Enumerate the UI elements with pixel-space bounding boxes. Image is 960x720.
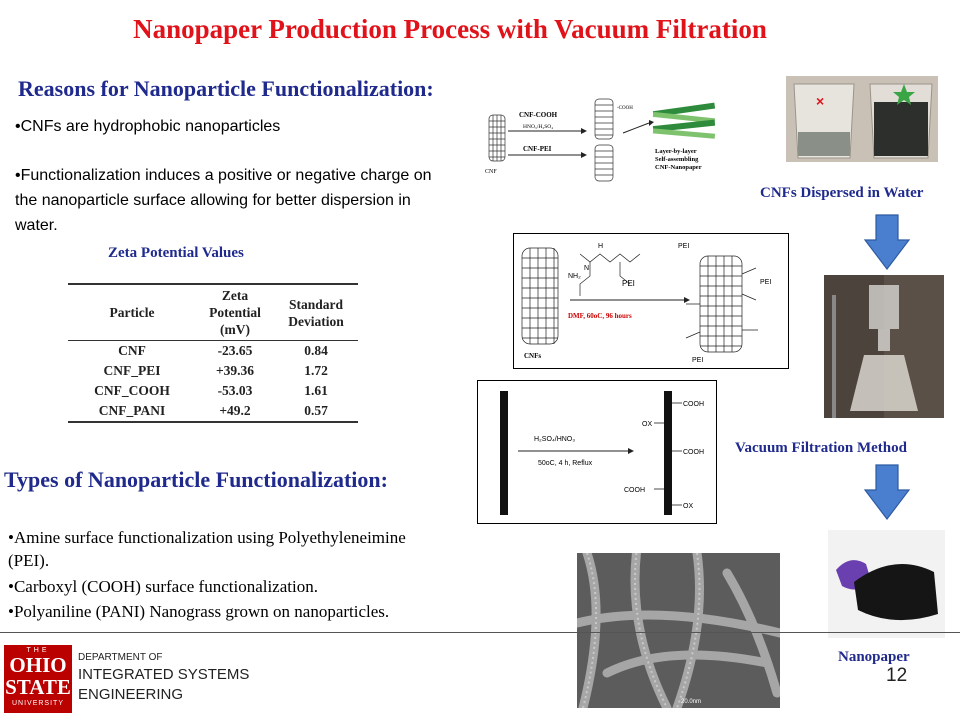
table-row [68,341,358,362]
table-cell: CNF_COOH [94,383,170,398]
svg-text:×: × [816,93,825,109]
logo-state-text: STATE [5,675,71,699]
reasons-bullet-1: •CNFs are hydrophobic nanoparticles [15,118,281,135]
university-logo [4,645,72,713]
table-cell: CNF [118,343,146,358]
step-3-caption: Nanopaper [838,649,910,665]
cooh-label-3: COOH [624,487,645,494]
header-zeta: Zeta Potential (mV) [209,288,261,337]
zeta-table [68,283,358,423]
table-cell: CNF_PANI [98,403,166,418]
reagent-label: HNO₃/H₂SO₄ [523,124,554,130]
beakers-photo [786,76,938,162]
reasons-heading: Reasons for Nanoparticle Functionalization: [18,76,434,101]
table-row [68,361,358,381]
nanopaper-photo [828,530,945,638]
zeta-table-caption: Zeta Potential Values [108,245,244,261]
pei-label-right: PEI [678,243,690,250]
table-cell: -53.03 [217,383,253,398]
cooh-label-1: COOH [683,401,704,408]
table-cell: 1.61 [304,383,328,398]
cnf-pei-label: CNF-PEI [523,145,552,153]
reasons-bullet-2-line-1: •Functionalization induces a positive or negative charge on [15,167,432,184]
table-row [68,401,358,422]
ox-label-2: OX [683,503,694,510]
types-bullet-1-line-2: (PEI). [8,551,50,570]
reasons-bullet-2-line-2: the nanoparticle surface allowing for better dispersion in [15,192,411,209]
types-bullet-1-line-1: •Amine surface functionalization using Polyethyleneimine [8,528,406,547]
cnfs-label: CNFs [524,352,542,360]
dept-line-2: INTEGRATED SYSTEMS [78,666,250,683]
header-particle: Particle [109,305,155,320]
table-cell: CNF_PEI [103,363,161,378]
logo-university-text: UNIVERSITY [11,700,64,707]
cnf-label: CNF [485,169,497,175]
result-line-1: Layer-by-layer [655,148,697,155]
table-cell: 0.84 [304,343,328,358]
table-row [68,381,358,401]
table-cell: +39.36 [215,363,255,378]
pei-reaction-schematic [513,233,789,369]
sem-scale-text: 20.0nm [681,699,702,705]
footer-divider [0,632,960,633]
cooh-group-label: -COOH [617,106,633,111]
cnf-cooh-label: CNF-COOH [519,111,558,119]
cooh-reaction-schematic [477,380,717,524]
pei-label-bottom: PEI [692,357,704,364]
table-cell: -23.65 [217,343,253,358]
page-number: 12 [886,665,908,686]
condition-label: 50oC, 4 h, Reflux [538,460,593,467]
n-label: N [584,265,590,272]
logo-ohio-text: OHIO [9,653,67,677]
types-bullet-2: •Carboxyl (COOH) surface functionalization. [8,577,318,596]
types-heading: Types of Nanoparticle Functionalization: [4,467,388,492]
table-cell: 1.72 [304,363,328,378]
result-line-2: Self-assembling [655,156,699,163]
down-arrow-icon [864,464,910,520]
dept-line-1: DEPARTMENT OF [78,652,163,663]
layer-by-layer-schematic [483,93,721,183]
reagent-label: H₂SO₄/HNO₃ [534,436,576,443]
nh2-label: NH₂ [568,273,581,280]
sem-micrograph [577,553,780,708]
h-label: H [598,243,604,250]
header-stddev: Standard Deviation [288,296,344,329]
pei-label-right-2: PEI [760,279,772,286]
slide-title: Nanopaper Production Process with Vacuum Filtration [133,14,767,44]
types-bullet-3: •Polyaniline (PANI) Nanograss grown on nanoparticles. [8,602,390,621]
result-line-3: CNF-Nanopaper [655,164,702,171]
table-cell: +49.2 [219,403,251,418]
step-2-caption: Vacuum Filtration Method [735,440,907,456]
vacuum-filtration-photo [824,275,944,418]
table-cell: 0.57 [304,403,328,418]
cooh-label-2: COOH [683,449,704,456]
down-arrow-icon [864,214,910,270]
pei-label: PEI [622,279,635,288]
logo-top-text: THE [26,647,50,654]
step-1-caption: CNFs Dispersed in Water [760,185,924,201]
ox-label-1: OX [642,421,653,428]
reasons-bullet-2-line-3: water. [15,217,58,234]
dept-line-3: ENGINEERING [78,686,184,703]
condition-label: DMF, 60oC, 96 hours [568,312,632,320]
